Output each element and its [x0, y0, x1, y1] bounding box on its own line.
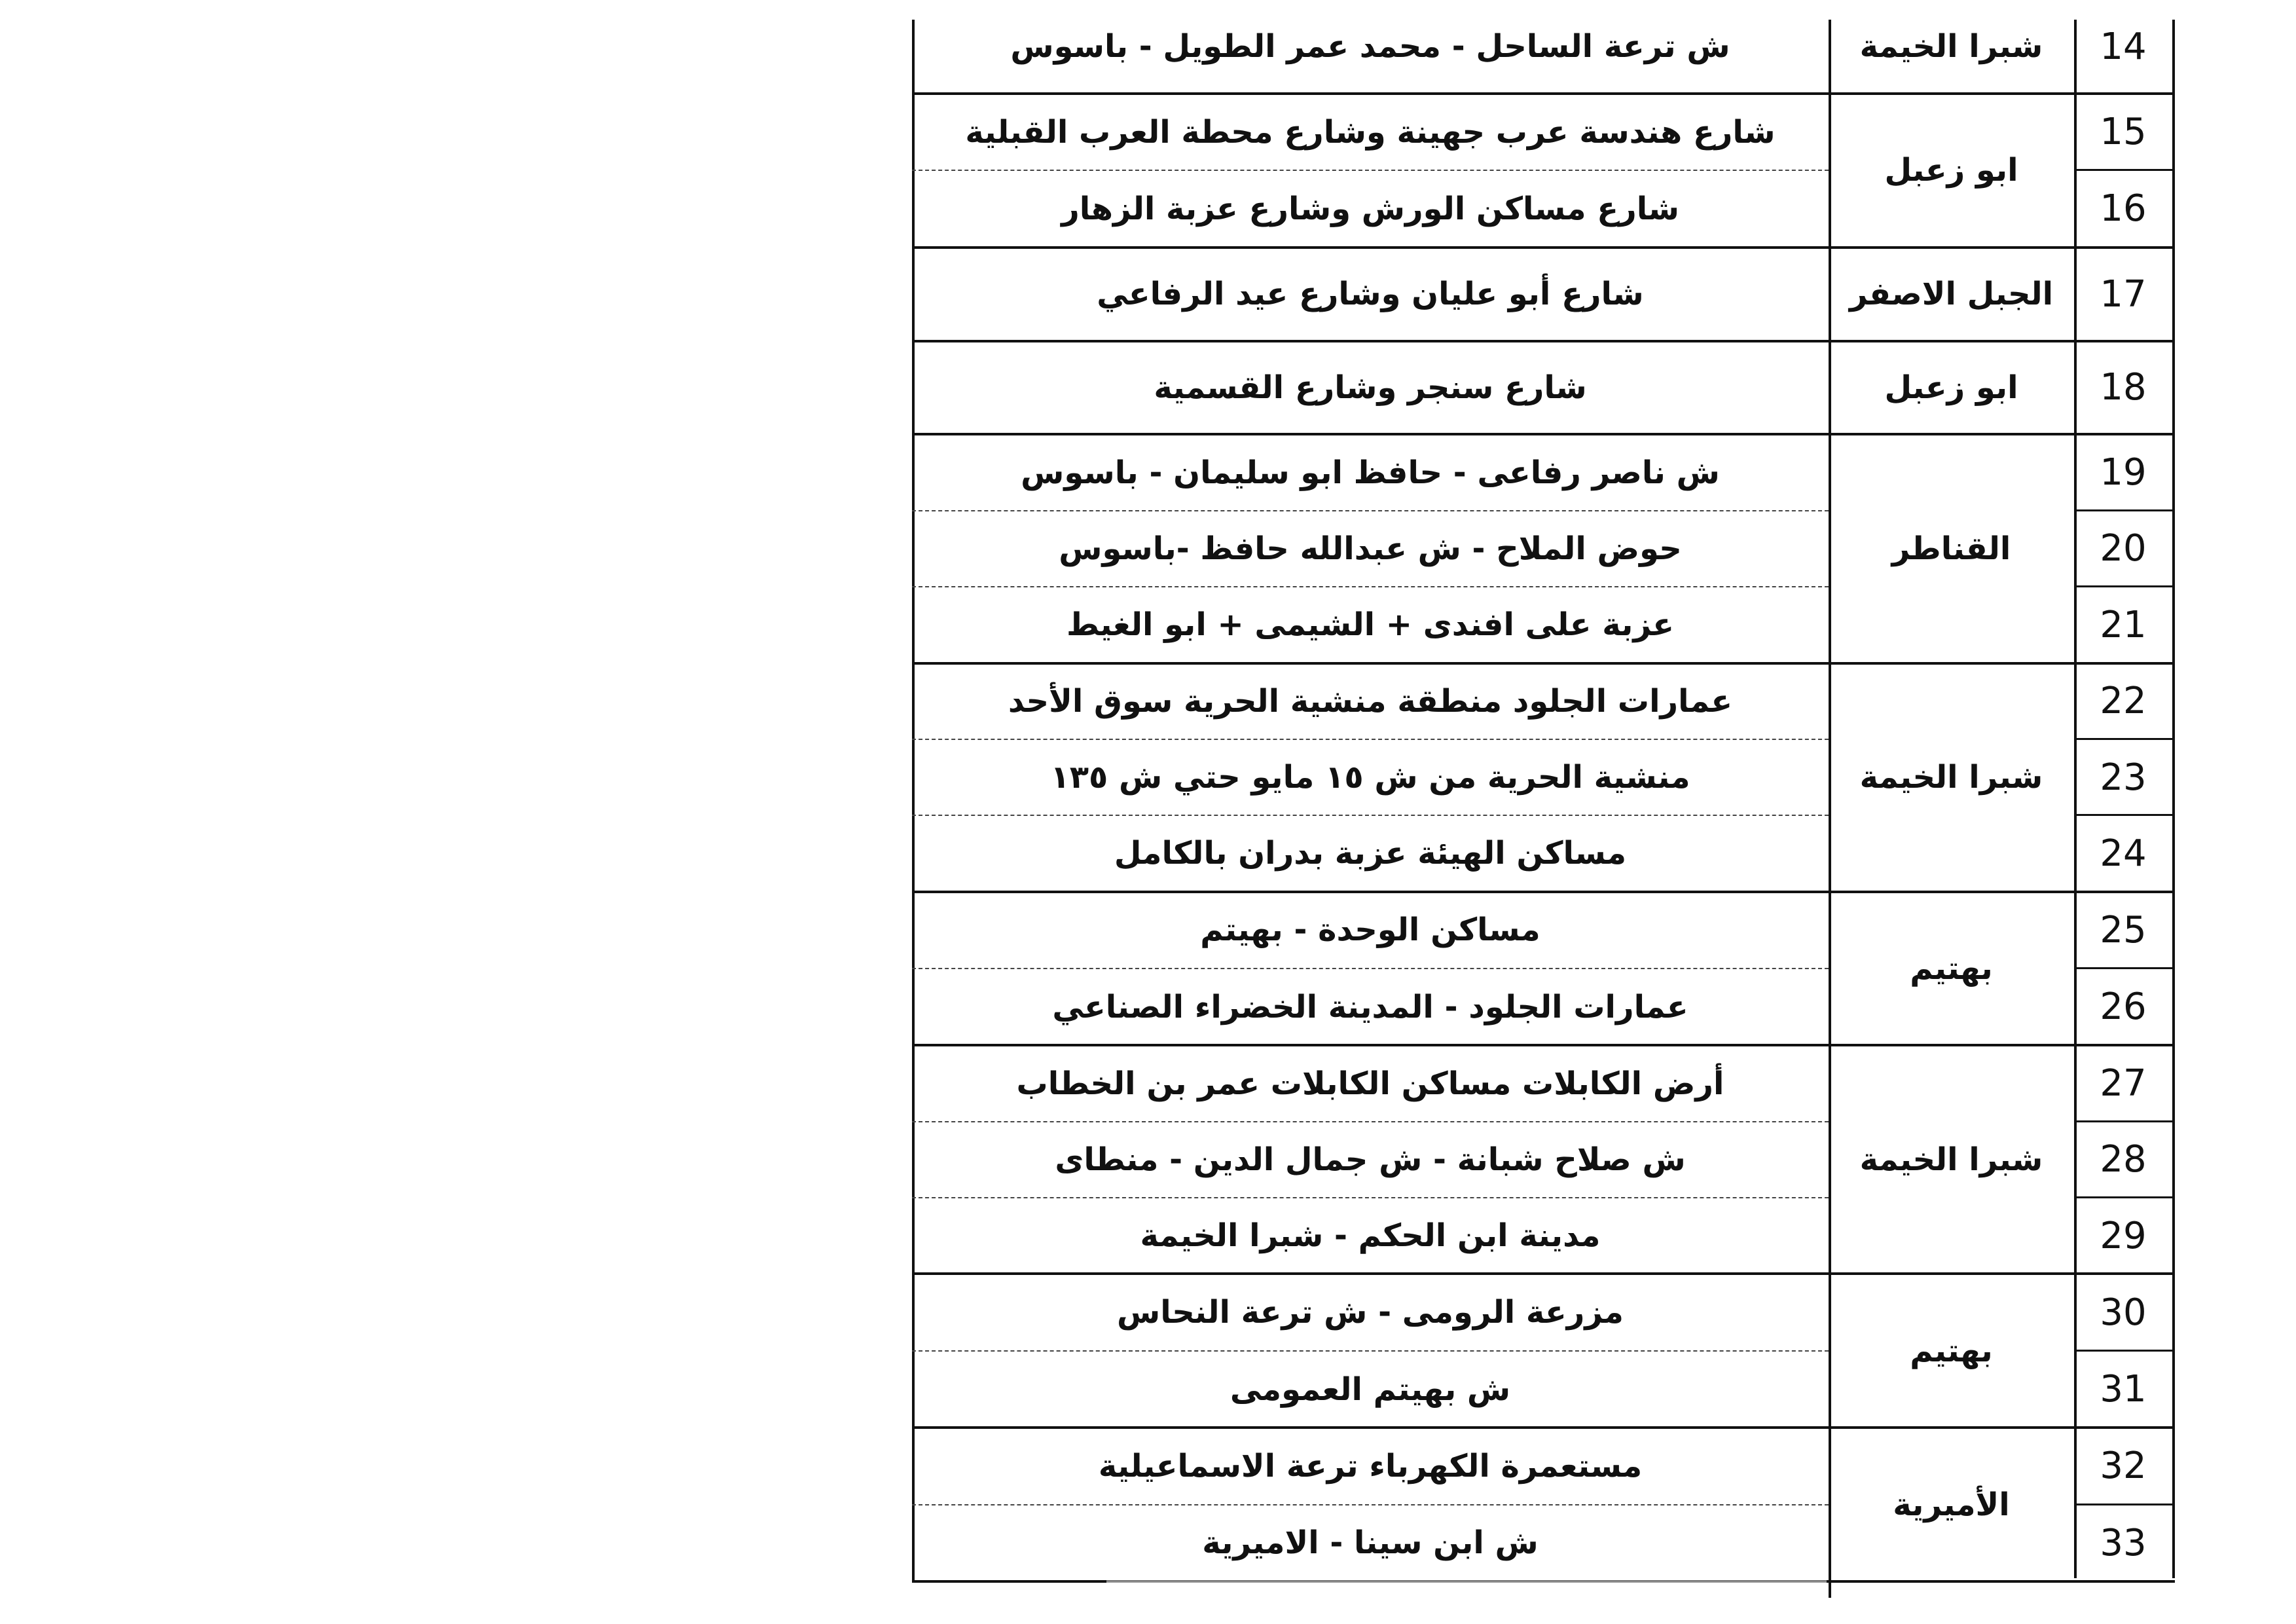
street-address: شارع مساكن الورش وشارع عزبة الزهار	[1061, 190, 1679, 227]
street-address: أرض الكابلات مساكن الكابلات عمر بن الخطاب	[1016, 1065, 1724, 1102]
row-number: 17	[2100, 272, 2147, 316]
street-address: منشية الحرية من ش ١٥ مايو حتي ش ١٣٥	[1050, 759, 1690, 796]
row-number: 14	[2100, 25, 2147, 68]
street-address: ش بهيتم العمومى	[1230, 1371, 1511, 1408]
area-name: شبرا الخيمة	[1859, 28, 2043, 65]
street-address: حوض الملاح - ش عبدالله حافظ -باسوس	[1059, 530, 1682, 567]
row-number: 29	[2100, 1214, 2147, 1257]
addresses-table	[912, 20, 2176, 1601]
row-number: 16	[2100, 187, 2147, 231]
street-address: مزرعة الرومى - ش ترعة النحاس	[1117, 1294, 1624, 1331]
row-number: 30	[2100, 1291, 2147, 1334]
street-address: مساكن الوحدة - بهيتم	[1200, 912, 1540, 949]
street-address: مساكن الهيئة عزبة بدران بالكامل	[1114, 835, 1627, 872]
row-number: 19	[2100, 451, 2147, 494]
street-address: ش صلاح شبانة - ش جمال الدين - منطاى	[1055, 1141, 1686, 1178]
row-number: 24	[2100, 832, 2147, 875]
area-name: بهتيم	[1910, 950, 1993, 987]
area-name: القناطر	[1891, 530, 2011, 567]
row-number: 23	[2100, 756, 2147, 799]
table-border-right	[2172, 20, 2175, 1578]
row-number: 15	[2100, 111, 2147, 154]
row-number: 20	[2100, 527, 2147, 570]
area-name: ابو زعبل	[1884, 152, 2018, 189]
row-number: 32	[2100, 1445, 2147, 1488]
street-address: شارع أبو عليان وشارع عيد الرفاعي	[1097, 276, 1644, 313]
row-number: 26	[2100, 986, 2147, 1029]
area-name: بهتيم	[1910, 1332, 1993, 1369]
area-name: الأميرية	[1893, 1486, 2010, 1523]
area-name: شبرا الخيمة	[1859, 1141, 2043, 1178]
row-number: 28	[2100, 1138, 2147, 1181]
street-address: مستعمرة الكهرباء ترعة الاسماعيلية	[1098, 1447, 1643, 1485]
street-address: شارع سنجر وشارع القسمية	[1154, 369, 1587, 406]
street-address: عمارات الجلود - المدينة الخضراء الصناعي	[1052, 988, 1688, 1025]
row-number: 22	[2100, 680, 2147, 723]
street-address: شارع هندسة عرب جهينة وشارع محطة العرب القبلية	[965, 113, 1776, 151]
scan-edge-fade	[1106, 1577, 1827, 1586]
street-address: ش ترعة الساحل - محمد عمر الطويل - باسوس	[1010, 28, 1730, 65]
row-number: 31	[2100, 1368, 2147, 1411]
row-number: 33	[2100, 1521, 2147, 1564]
area-name: ابو زعبل	[1884, 369, 2018, 406]
street-address: ش ابن سينا - الاميرية	[1202, 1524, 1539, 1562]
row-number: 21	[2100, 603, 2147, 646]
row-number: 18	[2100, 366, 2147, 409]
street-address: ش ناصر رفاعى - حافظ ابو سليمان - باسوس	[1021, 454, 1720, 491]
row-number: 27	[2100, 1062, 2147, 1105]
area-name: شبرا الخيمة	[1859, 759, 2043, 796]
street-address: مدينة ابن الحكم - شبرا الخيمة	[1140, 1217, 1601, 1255]
area-name: الجبل الاصفر	[1849, 276, 2054, 313]
street-address: عزبة على افندى + الشيمى + ابو الغيط	[1066, 606, 1675, 644]
row-number: 25	[2100, 908, 2147, 951]
street-address: عمارات الجلود منطقة منشية الحرية سوق الأحد	[1008, 682, 1733, 720]
